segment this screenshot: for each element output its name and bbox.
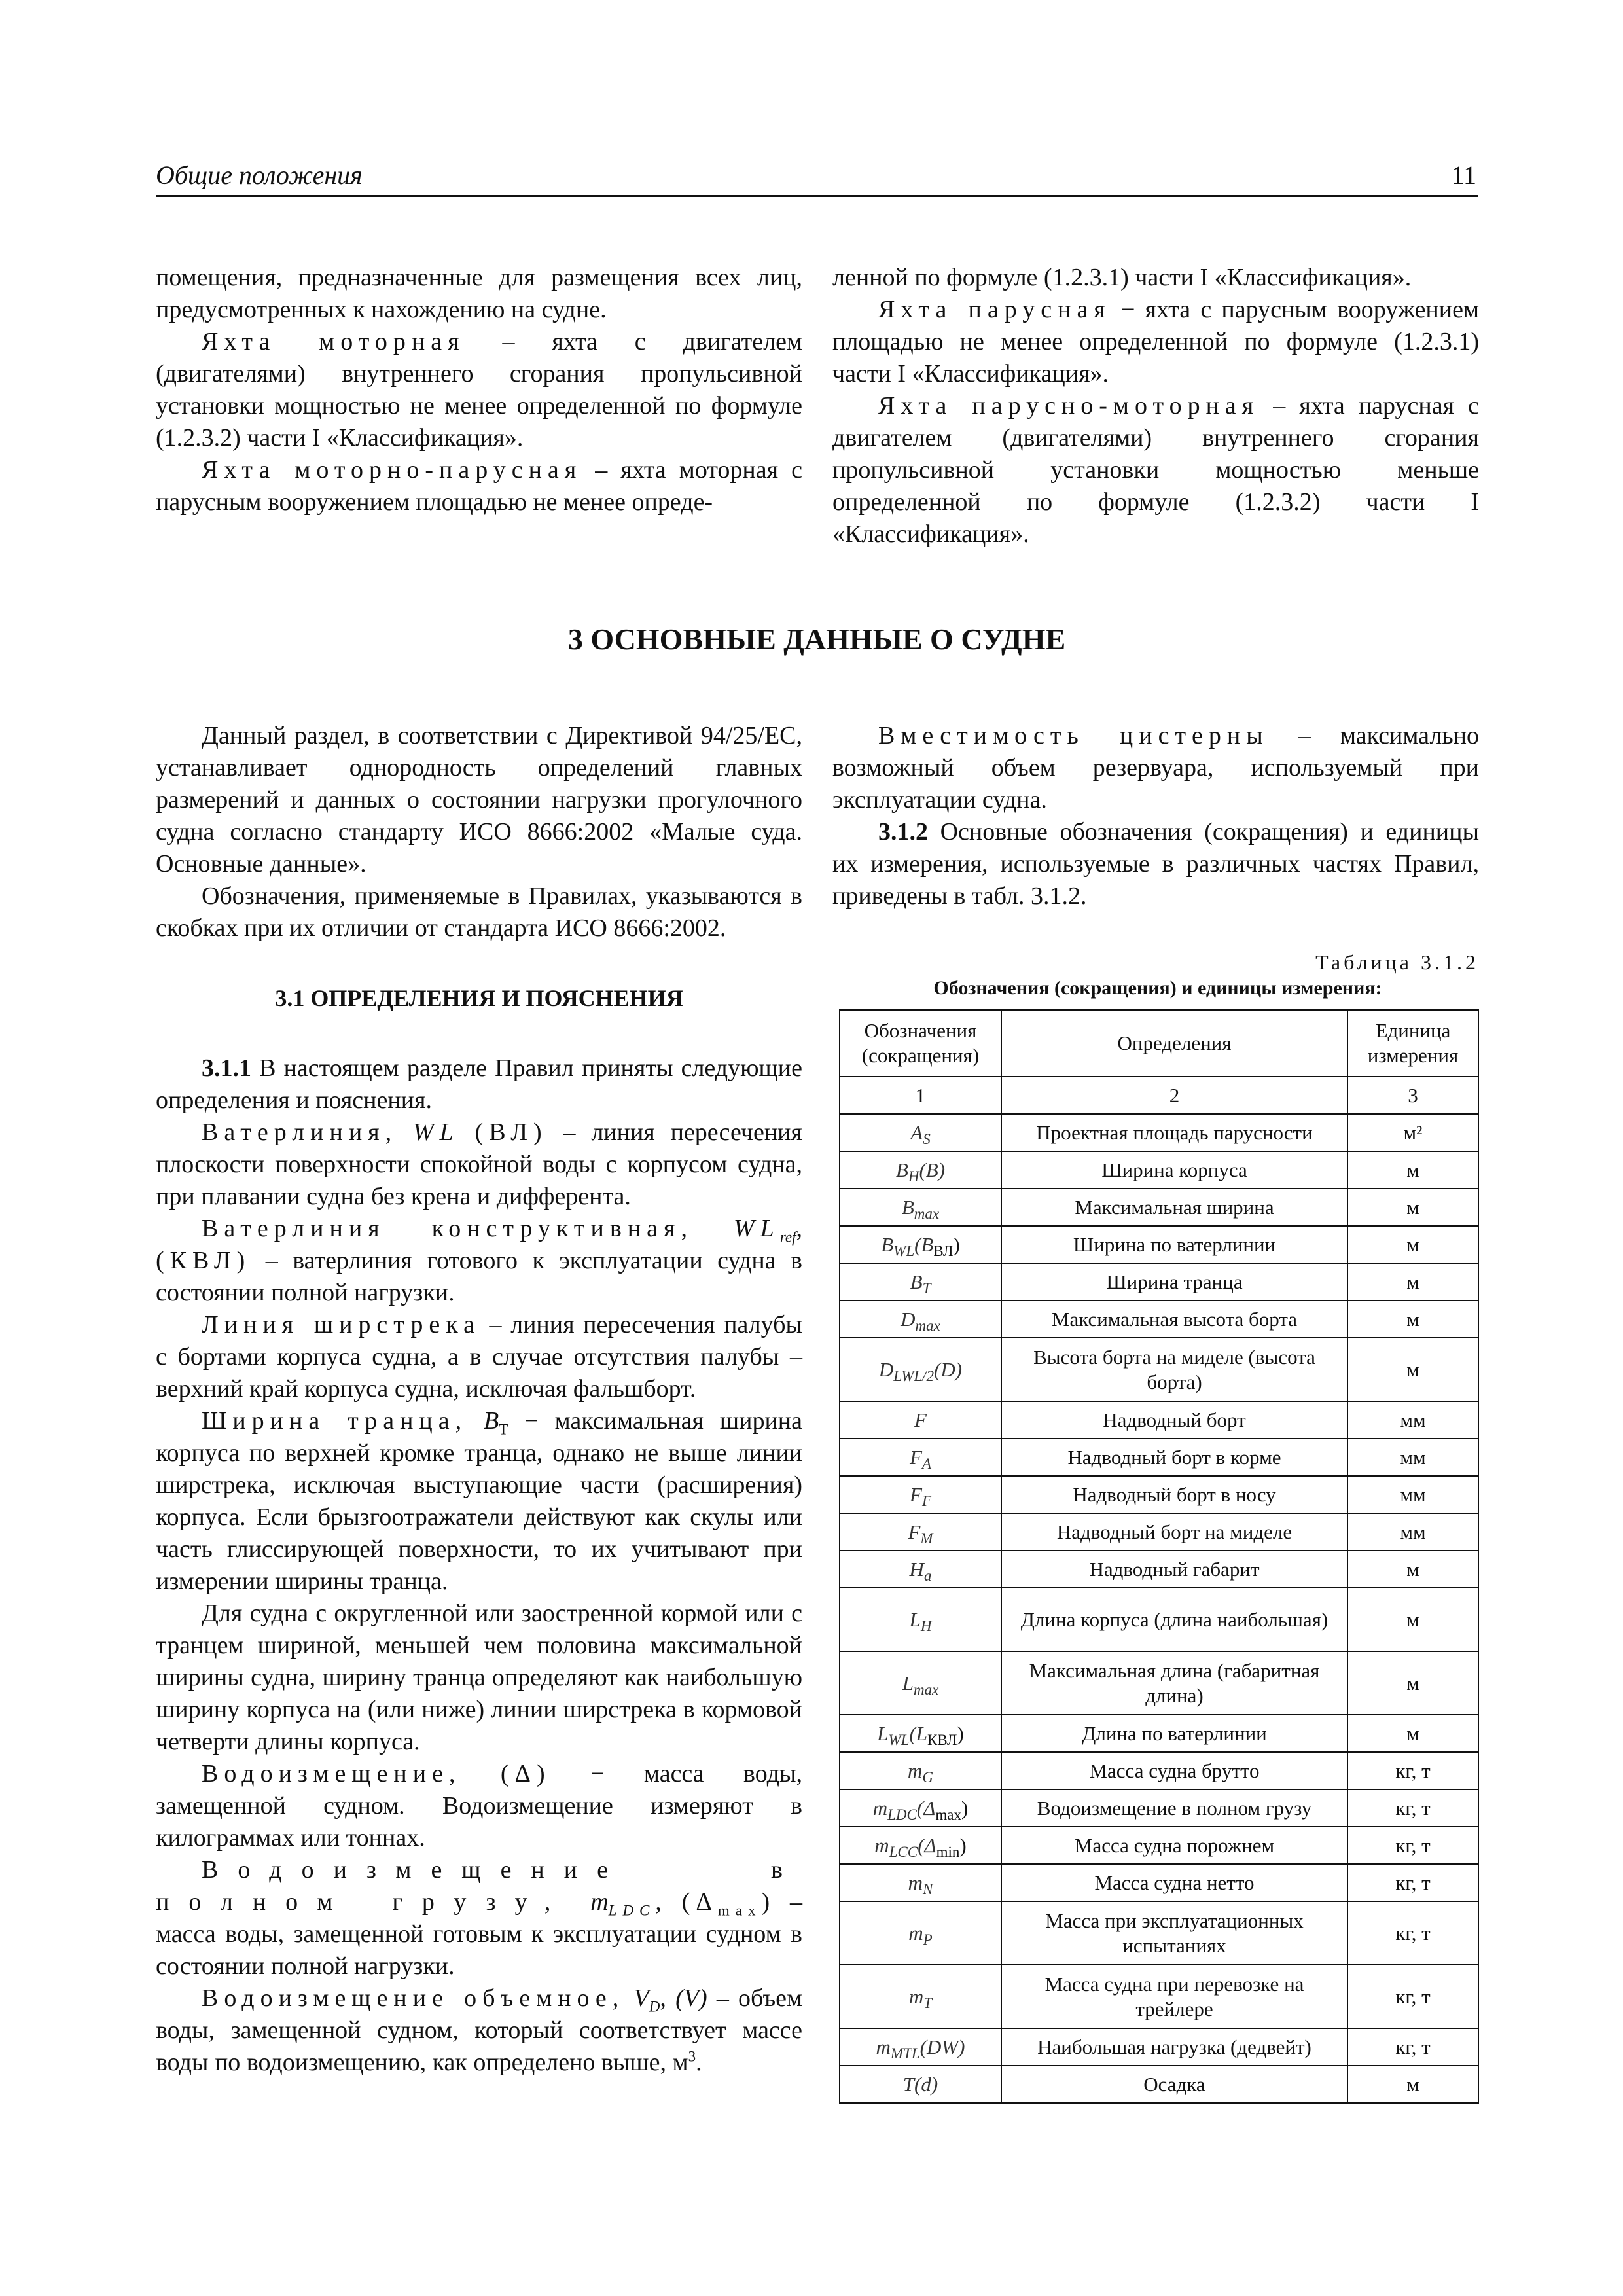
symbol-cell: $m_T$ — [840, 1965, 1001, 2028]
definition-cell: Максимальная ширина — [1001, 1189, 1347, 1226]
table-row — [840, 1513, 1478, 1551]
definition-cell: Масса судна порожнем — [1001, 1827, 1347, 1864]
table-row — [840, 1476, 1478, 1513]
symbol-cell: $B_{WL}(B_{ВЛ})$ — [840, 1226, 1001, 1263]
header-title: Общие положения — [156, 160, 363, 190]
paragraph: 3.1.1 В настоящем разделе Правил приняты следующие определения и пояснения. — [156, 1054, 802, 1114]
symbol-cell: $F_A$ — [840, 1439, 1001, 1476]
table-row — [840, 1715, 1478, 1752]
unit-cell: м — [1347, 1551, 1478, 1588]
definition-cell: Надводный борт в корме — [1001, 1439, 1347, 1476]
unit-cell: м — [1347, 1300, 1478, 1338]
definition-cell: Осадка — [1001, 2066, 1347, 2103]
paragraph: Обозначения, применяемые в Правилах, указываются в скобках при их отличии от стандарта ИСО 8666:2002. — [156, 882, 802, 942]
table-row — [840, 1300, 1478, 1338]
symbol-cell: $m_G$ — [840, 1752, 1001, 1789]
definition-cell: Масса при эксплуатационных испытаниях — [1001, 1901, 1347, 1965]
table-row — [840, 1401, 1478, 1439]
definition-cell: Высота борта на миделе (высота борта) — [1001, 1338, 1347, 1401]
section-title: 3.1 ОПРЕДЕЛЕНИЯ И ПОЯСНЕНИЯ — [275, 985, 683, 1011]
unit-cell: кг, т — [1347, 1827, 1478, 1864]
column-number: 2 — [1001, 1077, 1347, 1114]
table-row — [840, 1789, 1478, 1827]
paragraph: Данный раздел, в соответствии с Директивой 94/25/ЕС, устанавливает однородность определений главных размерений и данных о состоянии нагрузки прогулочного судна согласно стандарту ИСО 8666:2002 «Малые суда. Основные данные». — [156, 722, 802, 878]
definition-cell: Надводный борт в носу — [1001, 1476, 1347, 1513]
definition-cell: Максимальная высота борта — [1001, 1300, 1347, 1338]
chapter-title: 3 ОСНОВНЫЕ ДАННЫЕ О СУДНЕ — [567, 622, 1066, 656]
definition-cell: Ширина корпуса — [1001, 1151, 1347, 1189]
table-row — [840, 2066, 1478, 2103]
definition-cell: Надводный габарит — [1001, 1551, 1347, 1588]
definition-displacement: Водоизмещение, (Δ) − масса воды, замещенной судном. Водоизмещение измеряют в килограммах или тоннах. — [156, 1760, 802, 1852]
definition-design-waterline: Ватерлиния конструктивная, $WL_{ref}$, (КВЛ) – ватерлиния готового к эксплуатации судна в состоянии полной нагрузки. — [156, 1215, 803, 1306]
table-number: Таблица 3.1.2 — [1315, 950, 1479, 974]
main-left-column — [156, 720, 802, 2079]
symbol-cell: F — [840, 1401, 1001, 1439]
table-row — [840, 1439, 1478, 1476]
main-right-column — [832, 720, 1479, 912]
column-number: 1 — [840, 1077, 1001, 1114]
symbol-cell: $m_{MTL}(DW)$ — [840, 2028, 1001, 2066]
table-row — [840, 1588, 1478, 1651]
table-row — [840, 1151, 1478, 1189]
definition-cell: Масса судна при перевозке на трейлере — [1001, 1965, 1347, 2028]
table-row — [840, 1752, 1478, 1789]
definition-cell: Наибольшая нагрузка (дедвейт) — [1001, 2028, 1347, 2066]
unit-cell: м — [1347, 1338, 1478, 1401]
header-cell: Единица измерения — [1347, 1010, 1478, 1077]
paragraph: Яхта моторно-парусная – яхта моторная с парусным вооружением площадью не менее опреде- — [156, 456, 802, 516]
column-number: 3 — [1347, 1077, 1478, 1114]
definition-waterline: Ватерлиния, WL (ВЛ) – линия пересечения плоскости поверхности спокойной воды с корпусом судна, при плавании судна без крена и дифферента. — [156, 1119, 802, 1210]
unit-cell: кг, т — [1347, 1789, 1478, 1827]
symbol-cell: $L_{WL}(L_{КВЛ})$ — [840, 1715, 1001, 1752]
unit-cell: кг, т — [1347, 1752, 1478, 1789]
table-row — [840, 1189, 1478, 1226]
unit-cell: кг, т — [1347, 1965, 1478, 2028]
symbol-cell: $L_{max}$ — [840, 1651, 1001, 1715]
unit-cell: м — [1347, 2066, 1478, 2103]
symbol-cell: $m_{LDC}(\Delta_{max})$ — [840, 1789, 1001, 1827]
definition-cell: Длина корпуса (длина наибольшая) — [1001, 1588, 1347, 1651]
table-row — [840, 1965, 1478, 2028]
unit-cell: м — [1347, 1226, 1478, 1263]
definition-cell: Надводный борт — [1001, 1401, 1347, 1439]
term: Яхта парусно-моторная — [878, 392, 1260, 420]
symbol-cell: $F_M$ — [840, 1513, 1001, 1551]
table-title: Обозначения (сокращения) и единицы измерения: — [933, 977, 1382, 999]
definition-cell: Максимальная длина (габаритная длина) — [1001, 1651, 1347, 1715]
unit-cell: мм — [1347, 1439, 1478, 1476]
paragraph: ленной по формуле (1.2.3.1) части I «Классификация». — [832, 264, 1412, 291]
table-header-row — [840, 1010, 1478, 1077]
table-row — [840, 1338, 1478, 1401]
definition-transom-width: Ширина транца, $B_T$ − максимальная ширина корпуса по верхней кромке транца, однако не выше линии ширстрека, исключая выступающие части (расширения) корпуса. Если брызгоотражатели действуют как скулы или часть глиссирующей поверхности, то их учитывают при измерении ширины транца. — [156, 1407, 803, 1595]
symbol-cell: $B_{max}$ — [840, 1189, 1001, 1226]
unit-cell: мм — [1347, 1401, 1478, 1439]
symbol-cell: $m_P$ — [840, 1901, 1001, 1965]
definition-cell: Масса судна нетто — [1001, 1864, 1347, 1901]
table-row — [840, 1263, 1478, 1300]
unit-cell: мм — [1347, 1513, 1478, 1551]
definition-cell: Проектная площадь парусности — [1001, 1114, 1347, 1151]
paragraph: Яхта парусная − яхта с парусным вооружением площадью не менее определенной по формуле (1.2.3.1) части I «Классификация». — [832, 296, 1479, 387]
definition-sheerline: Линия ширстрека – линия пересечения палубы с бортами корпуса судна, а в случае отсутствия палубы – верхний край корпуса судна, исключая фальшборт. — [156, 1311, 802, 1403]
symbol-cell: $m_{LCC}(\Delta_{min})$ — [840, 1827, 1001, 1864]
top-right-column — [832, 262, 1479, 550]
top-left-column — [156, 262, 802, 518]
paragraph: 3.1.2 Основные обозначения (сокращения) и единицы их измерения, используемые в различных частях Правил, приведены в табл. 3.1.2. — [832, 818, 1479, 910]
definition-tank-capacity: Вместимость цистерны – максимально возможный объем резервуара, используемый при эксплуатации судна. — [832, 722, 1479, 814]
table-row — [840, 1827, 1478, 1864]
symbol-cell: $D_{max}$ — [840, 1300, 1001, 1338]
definition-cell: Водоизмещение в полном грузу — [1001, 1789, 1347, 1827]
term: Яхта парусная — [878, 296, 1111, 323]
definition-cell: Надводный борт на миделе — [1001, 1513, 1347, 1551]
definition-cell: Масса судна брутто — [1001, 1752, 1347, 1789]
symbol-cell: $B_H(B)$ — [840, 1151, 1001, 1189]
symbol-cell: $L_H$ — [840, 1588, 1001, 1651]
unit-cell: м — [1347, 1151, 1478, 1189]
symbol-cell: $H_a$ — [840, 1551, 1001, 1588]
table-row — [840, 1551, 1478, 1588]
header-cell: Обозначения (сокращения) — [840, 1010, 1001, 1077]
unit-cell: м — [1347, 1715, 1478, 1752]
paragraph: Яхта парусно-моторная – яхта парусная с двигателем (двигателями) внутреннего сгорания пропульсивной установки мощностью меньше определенной по формуле (1.2.3.2) части I «Классификация». — [832, 392, 1479, 548]
running-header — [156, 156, 1478, 197]
definition-cell: Длина по ватерлинии — [1001, 1715, 1347, 1752]
header-cell: Определения — [1001, 1010, 1347, 1077]
definition-cell: Ширина транца — [1001, 1263, 1347, 1300]
definition-full-load-displacement: Водоизмещение в полном грузу, $m_{LDC}$, $(\Delta_{max})$ – масса воды, замещенной готовым к эксплуатации судном в состоянии полной нагрузки. — [156, 1856, 803, 1980]
unit-cell: м — [1347, 1588, 1478, 1651]
table-row — [840, 1651, 1478, 1715]
symbols-table — [839, 1009, 1479, 2104]
unit-cell: кг, т — [1347, 1864, 1478, 1901]
paragraph: Яхта моторная – яхта с двигателем (двигателями) внутреннего сгорания пропульсивной установки мощностью не менее определенной по формуле (1.2.3.2) части I «Классификация». — [156, 328, 803, 452]
unit-cell: мм — [1347, 1476, 1478, 1513]
unit-cell: кг, т — [1347, 1901, 1478, 1965]
table-row — [840, 1901, 1478, 1965]
paragraph: помещения, предназначенные для размещения всех лиц, предусмотренных к нахождению на судне. — [156, 264, 802, 323]
unit-cell: кг, т — [1347, 2028, 1478, 2066]
table-row — [840, 2028, 1478, 2066]
table-row — [840, 1226, 1478, 1263]
table-row — [840, 1114, 1478, 1151]
table-number-row — [840, 1077, 1478, 1114]
symbol-cell: T(d) — [840, 2066, 1001, 2103]
term: Яхта моторно-парусная — [202, 456, 582, 484]
symbol-cell: $B_Т$ — [840, 1263, 1001, 1300]
symbol-cell: $m_N$ — [840, 1864, 1001, 1901]
unit-cell: м — [1347, 1651, 1478, 1715]
symbol-cell: $F_F$ — [840, 1476, 1001, 1513]
definition-cell: Ширина по ватерлинии — [1001, 1226, 1347, 1263]
unit-cell: м — [1347, 1189, 1478, 1226]
symbol-cell: $D_{LWL/2}(D)$ — [840, 1338, 1001, 1401]
paragraph: Для судна с округленной или заостренной кормой или с транцем шириной, меньшей чем половина максимальной ширины судна, ширину транца определяют как наибольшую ширину корпуса на (или ниже) линии ширстрека в кормовой четверти длины корпуса. — [156, 1600, 802, 1755]
unit-cell: м — [1347, 1263, 1478, 1300]
symbol-cell: $A_S$ — [840, 1114, 1001, 1151]
table-row — [840, 1864, 1478, 1901]
page-number: 11 — [1451, 160, 1476, 190]
definition-volume-displacement: Водоизмещение объемное, $V_D$, (V) – объем воды, замещенной судном, который соответствует массе воды по водоизмещению, как определено выше, $м^3$. — [156, 1984, 803, 2076]
unit-cell: м² — [1347, 1114, 1478, 1151]
term: Яхта моторная — [202, 328, 465, 355]
